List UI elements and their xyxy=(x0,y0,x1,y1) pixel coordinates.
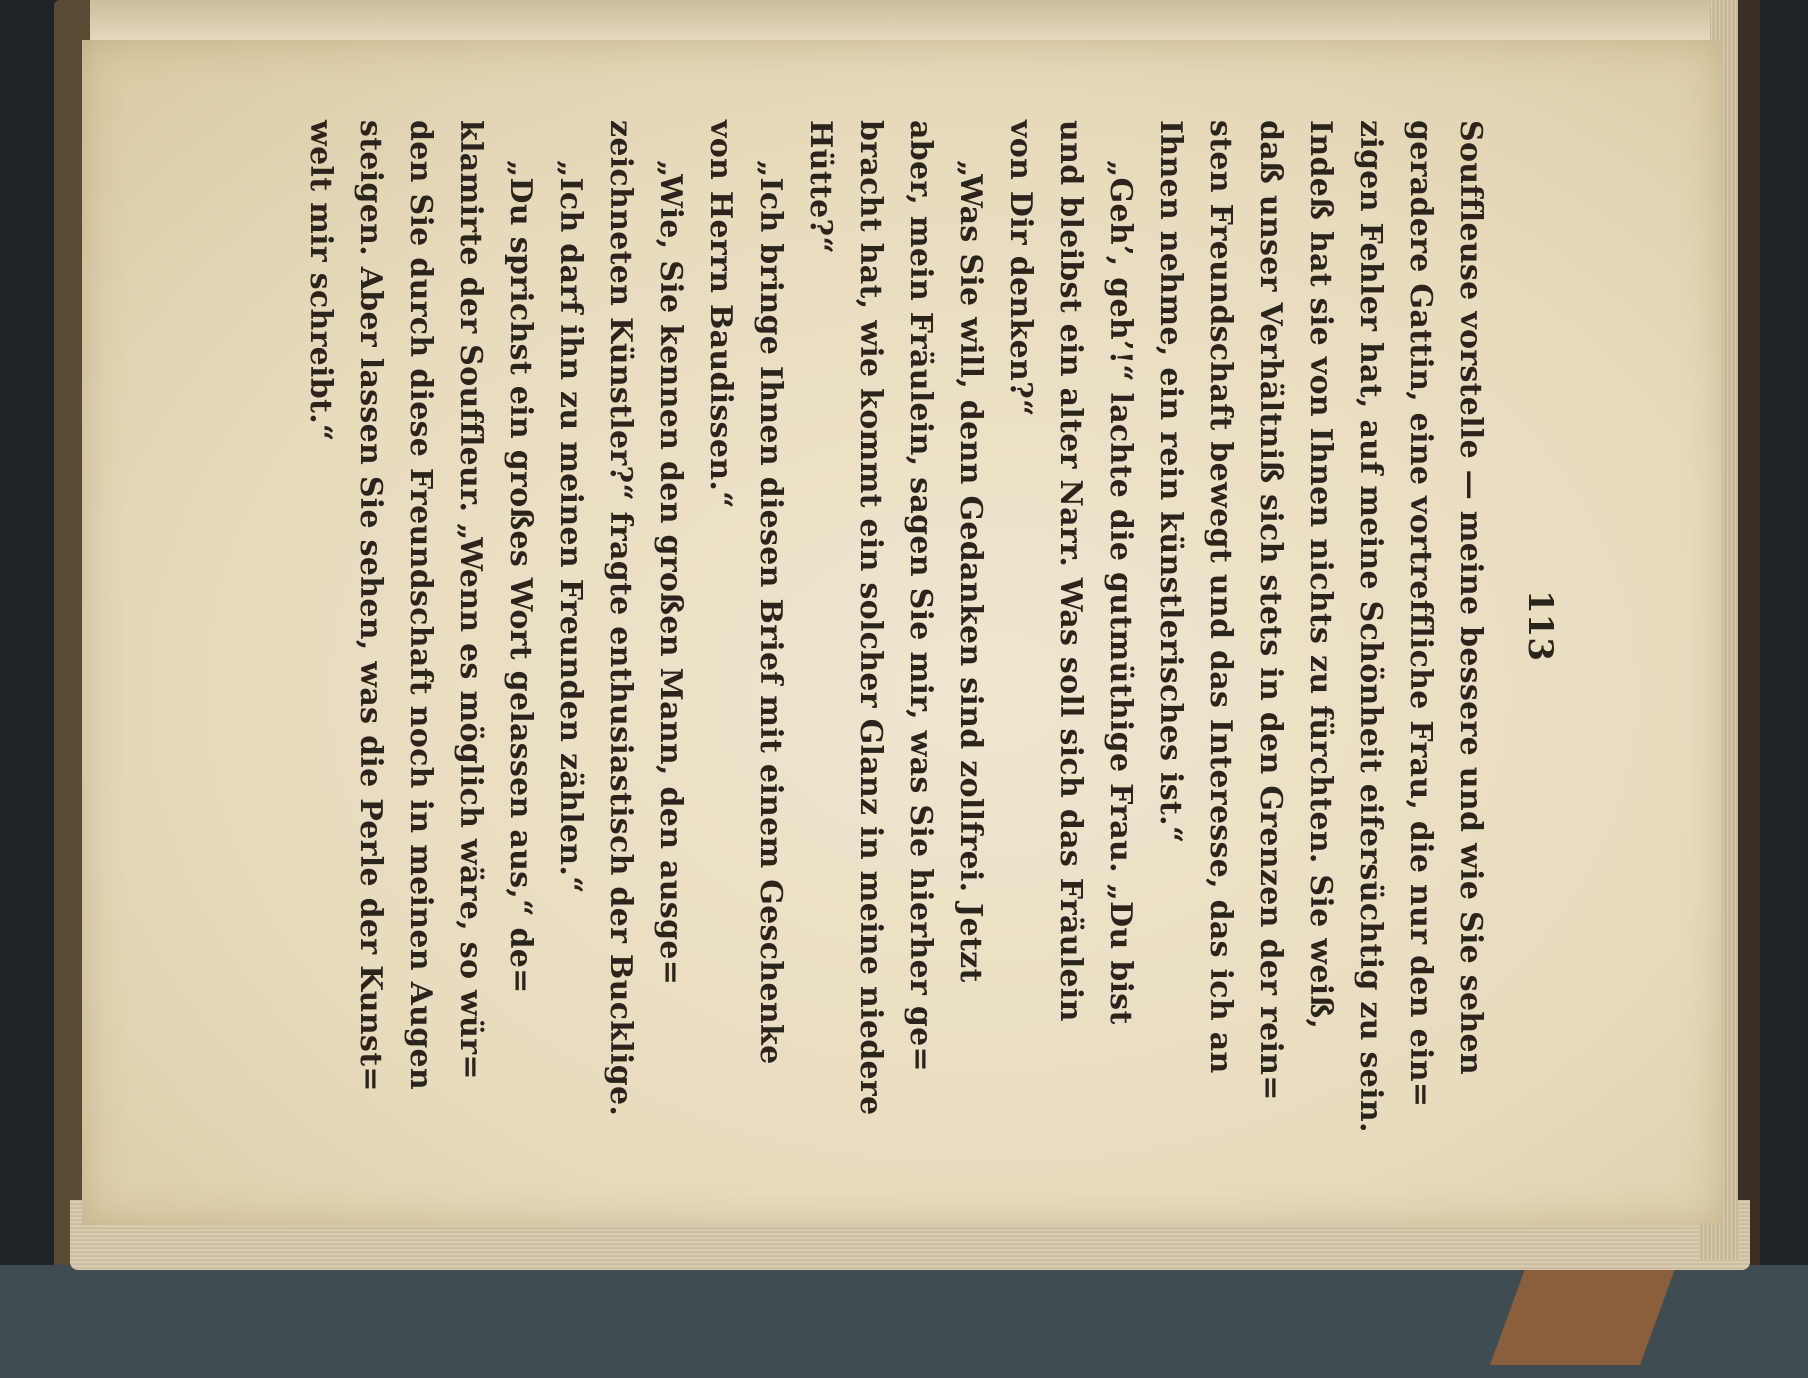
page-number: 113 xyxy=(1520,590,1560,661)
page-text-block xyxy=(295,120,1495,1160)
paragraph-2: „Geh’, geh’!“ lachte die gutmüthige Frau. „Du bist und bleibst ein alter Narr. Was soll sich das Fräulein von Dir denken?“ xyxy=(1003,120,1138,1025)
paragraph-1: Souffleuse vorstelle — meine bessere und wie Sie sehen geradere Gattin, eine vortreffliche Frau, die nur den ein= zigen Fehler hat, auf meine Schönheit eifersüchtig zu sein. Indeß hat sie von Ihnen nichts zu fürchten. Sie weiß, daß unser Verhältniß sich stets in den Grenzen der rein= sten Freundschaft bewegt und das Interesse, das ich an Ihnen nehme, ein rein künstlerisches ist.“ xyxy=(1153,120,1488,1133)
paragraph-7: „Du sprichst ein großes Wort gelassen aus,“ de= klamirte der Souffleur. „Wenn es möglich wäre, so wür= den Sie durch diese Freundschaft noch in meinen Augen steigen. Aber lassen Sie sehen, was die Perle der Kunst= welt mir schreibt.“ xyxy=(303,120,538,1092)
paragraph-6: „Ich darf ihn zu meinen Freunden zählen.“ xyxy=(553,160,588,894)
paragraph-5: „Wie, Sie kennen den großen Mann, den ausge= zeichneten Künstler?“ fragte enthusiastisch der Bucklige. xyxy=(603,120,688,1117)
paragraph-3: „Was Sie will, denn Gedanken sind zollfrei. Jetzt aber, mein Fräulein, sagen Sie mir, was Sie hierher ge= bracht hat, wie kommt ein solcher Glanz in meine niedere Hütte?“ xyxy=(803,120,988,1116)
paragraph-4: „Ich bringe Ihnen diesen Brief mit einem Geschenke von Herrn Baudissen.“ xyxy=(703,120,788,1065)
